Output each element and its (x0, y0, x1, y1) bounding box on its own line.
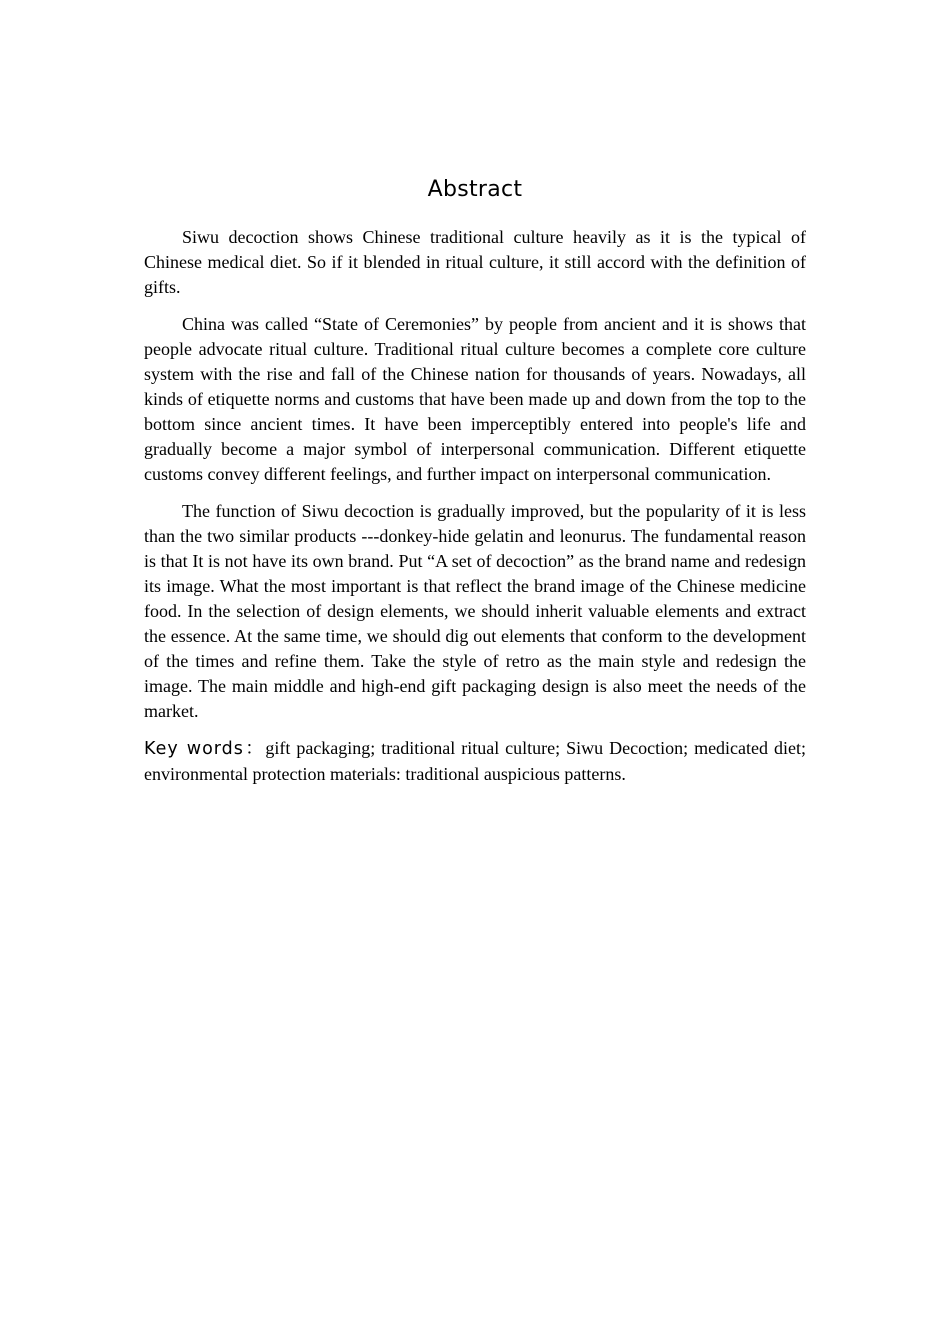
keywords-text: gift packaging; traditional ritual culture; Siwu Decoction; medicated diet; environmental protection materials: traditional auspicious patterns. (144, 738, 806, 784)
keywords-label: Key words： (144, 739, 266, 759)
abstract-paragraph-1: Siwu decoction shows Chinese traditional culture heavily as it is the typical of Chinese medical diet. So if it blended in ritual culture, it still accord with the definition of gifts. (144, 227, 806, 297)
abstract-section (144, 172, 806, 787)
abstract-paragraph-2: China was called “State of Ceremonies” by people from ancient and it is shows that people advocate ritual culture. Traditional ritual culture becomes a complete core culture system with the rise and fall of the Chinese nation for thousands of years. Nowadays, all kinds of etiquette norms and customs that have been made up and down from the top to the bottom since ancient times. It have been imperceptibly entered into people's life and gradually become a major symbol of interpersonal communication. Different etiquette customs convey different feelings, and further impact on interpersonal communication. (144, 314, 806, 484)
keywords-line (144, 736, 806, 787)
abstract-paragraph-3: The function of Siwu decoction is gradually improved, but the popularity of it is less than the two similar products ---donkey-hide gelatin and leonurus. The fundamental reason is that It is not have its own brand. Put “A set of decoction” as the brand name and redesign its image. What the most important is that reflect the brand image of the Chinese medicine food. In the selection of design elements, we should inherit valuable elements and extract the essence. At the same time, we should dig out elements that conform to the development of the times and refine them. Take the style of retro as the main style and redesign the image. The main middle and high-end gift packaging design is also meet the needs of the market. (144, 501, 806, 721)
abstract-title: Abstract (427, 177, 523, 202)
